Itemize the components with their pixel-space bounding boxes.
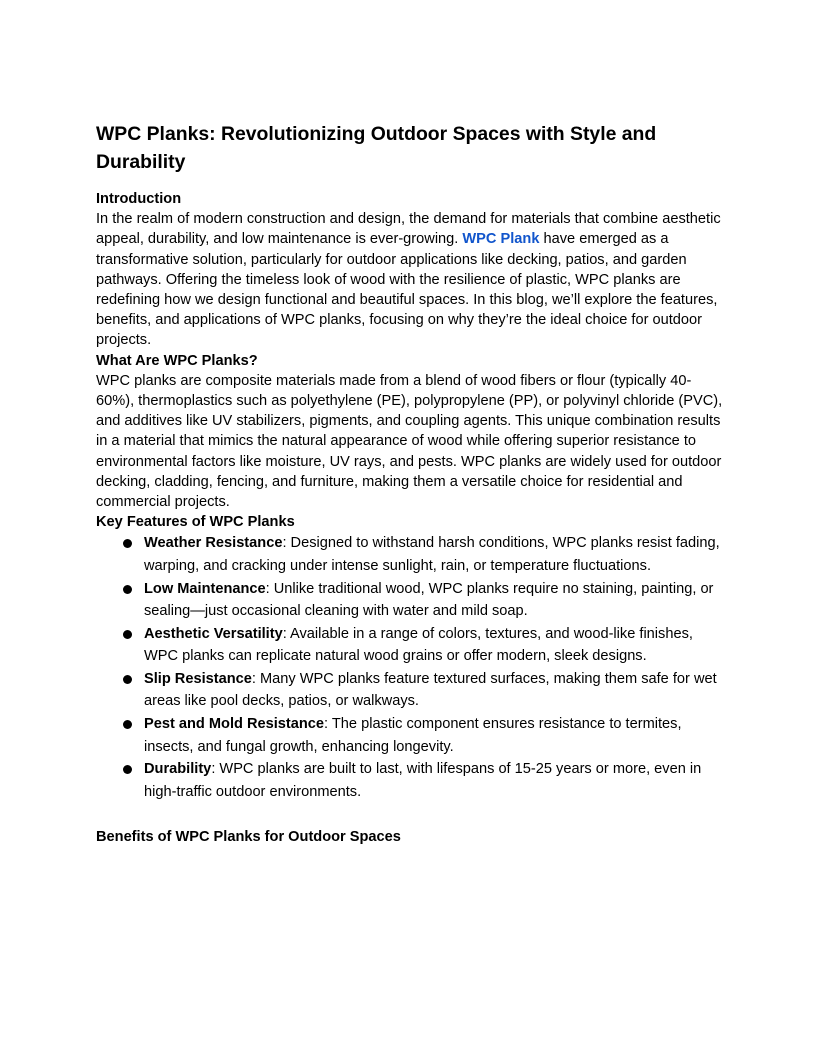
list-item <box>96 668 724 713</box>
features-heading: Key Features of WPC Planks <box>96 514 295 531</box>
page-title: WPC Planks: Revolutionizing Outdoor Spaces with Style and Durability <box>96 123 657 173</box>
what-heading: What Are WPC Planks? <box>96 352 258 369</box>
bullet-icon <box>123 585 132 594</box>
feature-desc: : Unlike traditional wood, WPC planks require no staining, painting, or sealing—just occasional cleaning with water and mild soap. <box>144 580 714 619</box>
feature-desc: : Many WPC planks feature textured surfaces, making them safe for wet areas like pool decks, patios, or walkways. <box>144 671 717 710</box>
bullet-icon <box>123 720 132 729</box>
feature-term: Low Maintenance <box>144 580 266 597</box>
wpc-plank-link[interactable]: WPC Plank <box>462 231 540 248</box>
feature-desc: : Designed to withstand harsh conditions, WPC planks resist fading, warping, and cracking under intense sunlight, rain, or temperature fluctuations. <box>144 535 720 574</box>
list-item <box>96 578 724 623</box>
intro-paragraph <box>96 209 724 350</box>
bullet-icon <box>123 630 132 639</box>
feature-term: Pest and Mold Resistance <box>144 716 325 733</box>
list-item <box>96 623 724 668</box>
bullet-icon <box>123 539 132 548</box>
benefits-heading: Benefits of WPC Planks for Outdoor Spaces <box>96 828 401 845</box>
intro-text-after: have emerged as a transformative solution, particularly for outdoor applications like decking, patios, and garden pathways. Offering the timeless look of wood with the resilience of plastic, WPC planks are redefining how we design functional and beautiful spaces. In this blog, we’ll explore the features, benefits, and applications of WPC planks, focusing on why they’re the ideal choice for outdoor projects. <box>96 231 718 349</box>
intro-heading: Introduction <box>96 191 182 207</box>
intro-text-before: In the realm of modern construction and design, the demand for materials that combine aesthetic appeal, durability, and low maintenance is ever-growing. <box>96 211 721 248</box>
section-spacer <box>96 804 724 827</box>
bullet-icon <box>123 675 132 684</box>
document-body <box>96 120 724 847</box>
feature-desc: : The plastic component ensures resistance to termites, insects, and fungal growth, enhancing longevity. <box>144 716 682 755</box>
feature-desc: : Available in a range of colors, textures, and wood-like finishes, WPC planks can replicate natural wood grains or offer modern, sleek designs. <box>144 625 693 665</box>
feature-term: Durability <box>144 761 212 778</box>
feature-term: Aesthetic Versatility <box>144 625 283 642</box>
bullet-icon <box>123 765 132 774</box>
feature-term: Slip Resistance <box>144 671 252 688</box>
list-item <box>96 713 724 758</box>
what-paragraph: WPC planks are composite materials made from a blend of wood fibers or flour (typically 40-60%), thermoplastics such as polyethylene (PE), polypropylene (PP), or polyvinyl chloride (PVC), and additives like UV stabilizers, pigments, and coupling agents. This unique combination results in a material that mimics the natural appearance of wood while offering superior resistance to environmental factors like moisture, UV rays, and pests. WPC planks are widely used for outdoor decking, cladding, fencing, and furniture, making them a versatile choice for residential and commercial projects. <box>96 372 723 511</box>
feature-term: Weather Resistance <box>144 535 283 552</box>
features-list <box>96 532 724 803</box>
list-item <box>96 758 724 803</box>
feature-desc: : WPC planks are built to last, with lifespans of 15-25 years or more, even in high-traffic outdoor environments. <box>144 761 702 800</box>
list-item <box>96 532 724 577</box>
